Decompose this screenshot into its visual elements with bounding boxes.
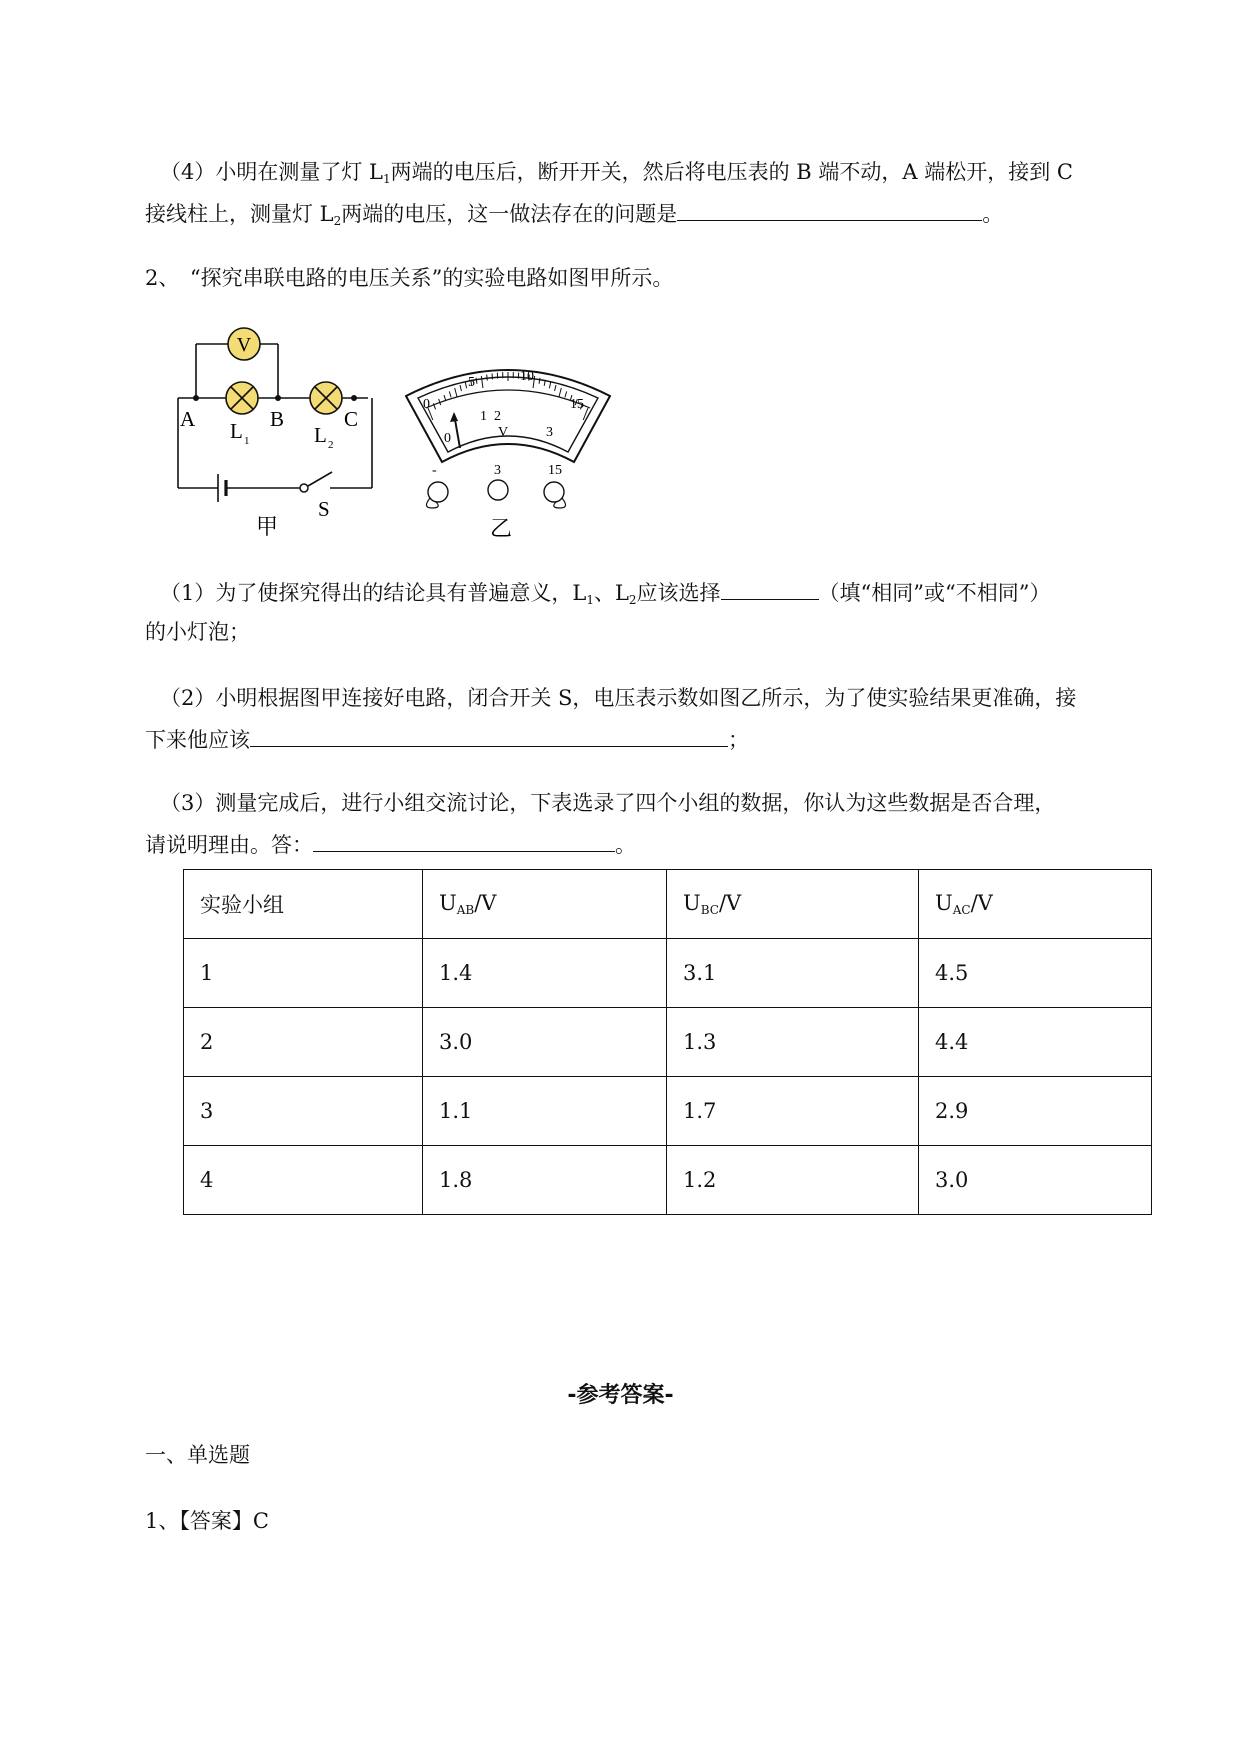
svg-text:15: 15 — [548, 463, 562, 478]
svg-text:15: 15 — [570, 397, 584, 412]
sub3-line1: （3）测量完成后，进行小组交流讨论，下表选录了四个小组的数据，你认为这些数据是否合理， — [160, 791, 1056, 815]
figure-caption-yi: 乙 — [490, 516, 513, 541]
table-row: 1 1.4 3.1 4.5 — [184, 939, 1152, 1008]
answers-section-heading: 一、单选题 — [145, 1443, 250, 1467]
svg-text:10: 10 — [520, 369, 534, 384]
sub1-line2: 的小灯泡； — [145, 620, 250, 644]
svg-text:S: S — [318, 497, 330, 521]
header-uac: $U_{AC}/V$ — [919, 870, 1152, 939]
terminal-negative — [428, 482, 448, 502]
svg-text:0: 0 — [444, 431, 451, 446]
question-2-title: 2、 “探究串联电路的电压关系”的实验电路如图甲所示。 — [145, 266, 674, 290]
header-group: 实验小组 — [184, 870, 423, 939]
terminal-3 — [488, 480, 508, 500]
table-header-row — [184, 870, 1152, 939]
sub2-line1: （2）小明根据图甲连接好电路，闭合开关 S，电压表示数如图乙所示，为了使实验结果更准确，接 — [160, 686, 1077, 710]
answer-blank[interactable] — [677, 198, 982, 221]
answer-item-1: 1、【答案】C — [145, 1509, 269, 1533]
svg-text:3: 3 — [546, 425, 553, 440]
header-ubc: $U_{BC}/V$ — [667, 870, 919, 939]
circuit-diagram-jia — [170, 322, 380, 542]
q4-line2: 接线柱上，测量灯 $L_2$两端的电压，这一做法存在的问题是 。 — [145, 198, 1003, 235]
data-table — [183, 869, 1152, 1215]
table-row: 2 3.0 1.3 4.4 — [184, 1008, 1152, 1077]
svg-text:1: 1 — [244, 435, 250, 447]
svg-text:-: - — [432, 463, 437, 478]
svg-text:5: 5 — [468, 375, 475, 390]
sub3-line2: 请说明理由。答： 。 — [145, 829, 636, 859]
answer-blank[interactable] — [721, 577, 819, 600]
svg-text:3: 3 — [494, 463, 501, 478]
voltmeter-label: V — [236, 334, 252, 356]
table-row: 4 1.8 1.2 3.0 — [184, 1146, 1152, 1215]
table-row: 3 1.1 1.7 2.9 — [184, 1077, 1152, 1146]
answer-blank[interactable] — [250, 724, 728, 747]
svg-text:L: L — [314, 423, 327, 447]
svg-text:2: 2 — [494, 409, 501, 424]
sub2-line2: 下来他应该 ； — [145, 724, 749, 754]
svg-text:V: V — [498, 425, 509, 440]
sub1-line1: （1）为了使探究得出的结论具有普遍意义，$L_1$、$L_2$应该选择 （填“相同”或“不相同”） — [160, 577, 1051, 614]
svg-text:2: 2 — [328, 439, 334, 451]
terminal-15 — [544, 482, 564, 502]
switch-blade — [308, 472, 332, 486]
svg-text:1: 1 — [480, 409, 487, 424]
q4-line1: （4）小明在测量了灯 $L_1$两端的电压后，断开开关，然后将电压表的 B 端不动，A 端松开，接到 C — [160, 160, 1073, 186]
lamp-l1-symbol — [226, 382, 258, 414]
svg-text:C: C — [344, 407, 359, 431]
svg-text:A: A — [180, 407, 196, 431]
lamp-l2-symbol — [310, 382, 342, 414]
voltmeter-dial-yi — [398, 356, 618, 546]
svg-text:B: B — [270, 407, 285, 431]
answers-title: -参考答案- — [567, 1383, 674, 1408]
svg-text:0: 0 — [423, 397, 430, 412]
figure-caption-jia: 甲 — [256, 514, 279, 539]
header-uab: $U_{AB}/V$ — [423, 870, 667, 939]
dial-tick — [487, 375, 488, 381]
svg-text:L: L — [230, 419, 243, 443]
answer-blank[interactable] — [313, 829, 615, 852]
